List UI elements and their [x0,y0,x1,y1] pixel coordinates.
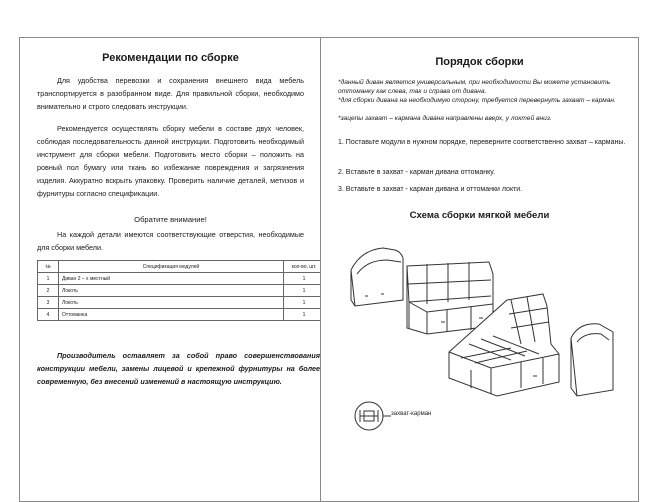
right-page-title: Порядок сборки [435,56,524,68]
spec-table-header [38,261,325,273]
row-name: Локоть [59,297,284,309]
pocket-clip-detail [355,402,391,430]
note-hooks: *зацепы захват – кармана дивана направлены вверх, у локтей вниз. [338,115,552,122]
step-3: 3. Вставьте в захват - карман дивана и оттоманки локти. [338,186,523,193]
assembly-paragraph: Рекомендуется осуществлять сборку мебели в составе двух человек, соблюдая последовательность данной инструкции. Подготовить необходимый инструмент для сборки мебели. Подготовить место сборки – положить на ровный пол бумагу или ткань во избежание повреждения и загрязнения изделия. Аккуратно вскрыть упаковку. Проверить наличие деталей, метизов и фурнитуры согласно спецификации. [37,124,304,198]
sofa-assembly-diagram [321,38,638,501]
left-page [19,37,321,502]
pocket-clip-caption: захват-карман [391,411,432,417]
right-armrest-illustration [571,324,613,396]
row-qty: 1 [284,273,325,285]
col-spec-header: Спецификация модулей [59,261,284,273]
note-flip-pocket: *для сборки дивана на необходимую сторону, требуется перевернуть захват – карман. [338,97,616,104]
manufacturer-disclaimer: Производитель оставляет за собой право совершенствования конструкции мебели, замены лицевой и крепежной фурнитуры на более современную, без внесений изменений в настоящую инструкцию. [37,351,320,386]
step-2: 2. Вставьте в захват - карман дивана оттоманку. [338,169,496,176]
row-number: 1 [38,273,59,285]
row-number: 3 [38,297,59,309]
left-page-title: Рекомендации по сборке [102,52,239,64]
table-row [38,285,325,297]
scheme-title: Схема сборки мягкой мебели [409,210,550,221]
col-qty-header: кол-во, шт. [284,261,325,273]
row-number: 4 [38,309,59,321]
two-seat-sofa-illustration [407,262,493,334]
note-universal: *данный диван является универсальным, при необходимости Вы можете установить оттоманку как слева, так и справа от дивана. [338,79,611,95]
page-divider [320,37,321,502]
col-number-header: № [38,261,59,273]
table-row [38,309,325,321]
row-qty: 1 [284,285,325,297]
notice-heading: Обратите внимание! [134,215,207,224]
row-number: 2 [38,285,59,297]
table-row [38,273,325,285]
left-armrest-illustration [351,248,403,306]
spec-table [37,260,325,321]
intro-paragraph: Для удобства перевозки и сохранения внешнего вида мебель транспортируется в разобранном виде. Для правильной сборки, необходимо внимательно и строго следовать инструкции. [37,76,304,111]
row-name: Оттоманка [59,309,284,321]
row-name: Локоть [59,285,284,297]
right-page [320,37,639,502]
row-qty: 1 [284,309,325,321]
row-qty: 1 [284,297,325,309]
holes-paragraph: На каждой детали имеются соответствующие отверстия, необходимые для сборки мебели. [37,230,304,252]
row-name: Диван 2 – х местный [59,273,284,285]
step-1: 1. Поставьте модули в нужном порядке, переверните соответственно захват – карманы. [338,139,626,146]
table-row [38,297,325,309]
